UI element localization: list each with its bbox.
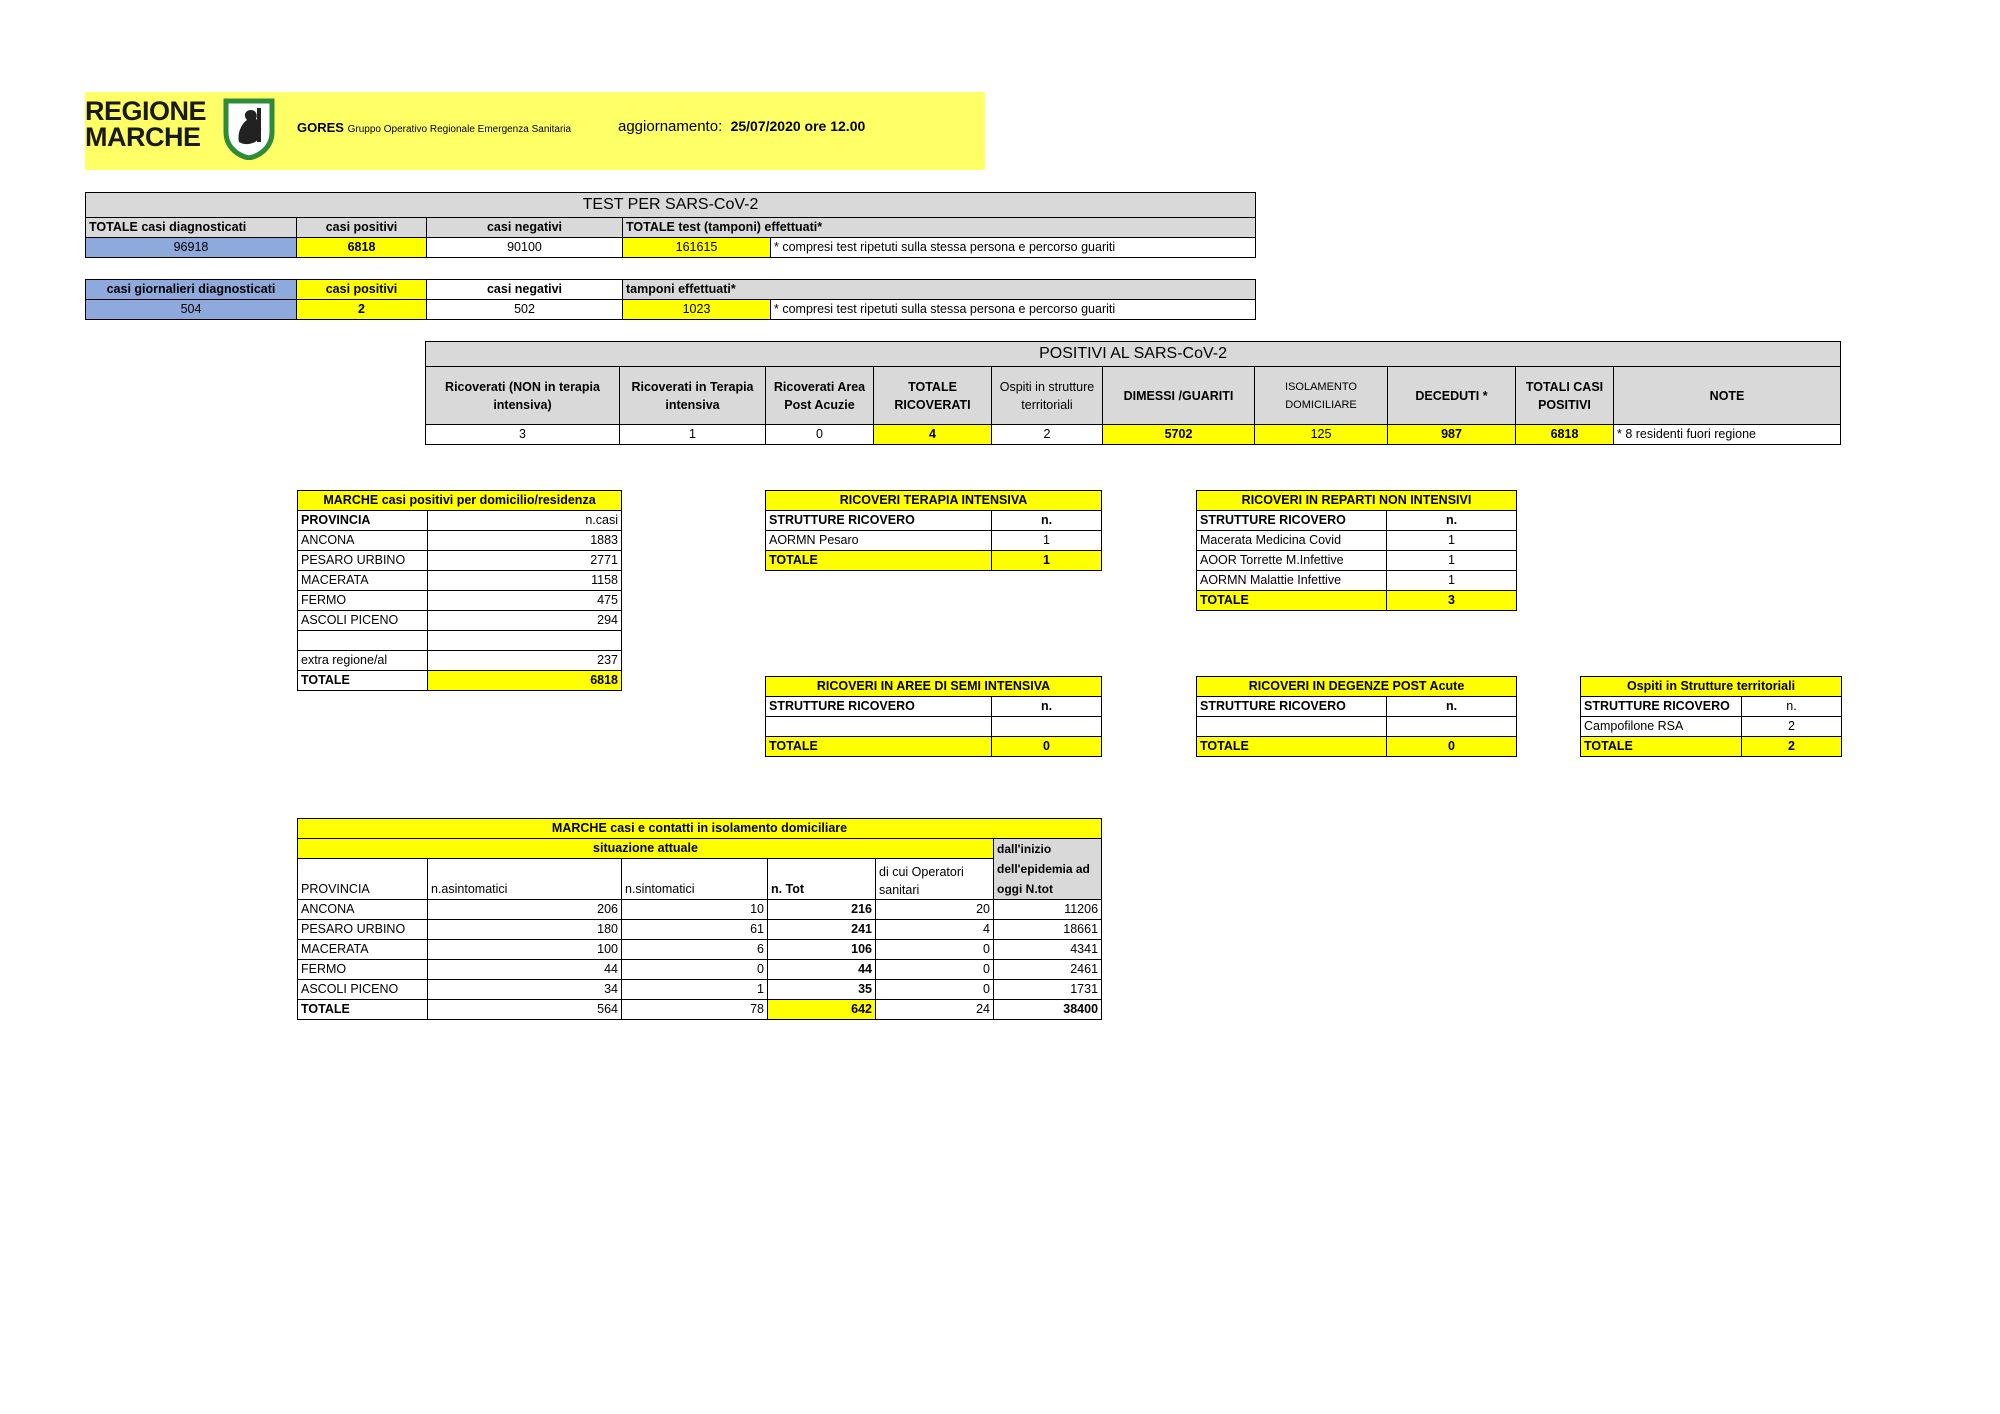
iso-total-tot: 642 <box>768 1000 876 1020</box>
terr-title: Ospiti in Strutture territoriali <box>1581 677 1842 697</box>
table-row <box>298 551 622 571</box>
province-name: extra regione/al <box>298 651 428 671</box>
province-name: MACERATA <box>298 571 428 591</box>
post-total-label: TOTALE <box>1197 737 1387 757</box>
header-banner <box>85 92 985 170</box>
iso-operatori: 20 <box>876 900 994 920</box>
iso-total-label: TOTALE <box>298 1000 428 1020</box>
positivi-col-isolamento: ISOLAMENTO DOMICILIARE <box>1255 367 1388 425</box>
province-total-label: TOTALE <box>298 671 428 691</box>
iso-col-sintomatici: n.sintomatici <box>622 859 768 900</box>
iso-total-row <box>298 1000 1102 1020</box>
iso-since-total: 1731 <box>994 980 1102 1000</box>
iso-province: ANCONA <box>298 900 428 920</box>
test-val-negativi: 90100 <box>427 238 623 258</box>
province-title: MARCHE casi positivi per domicilio/residenza <box>298 491 622 511</box>
semi-title: RICOVERI IN AREE DI SEMI INTENSIVA <box>766 677 1102 697</box>
logo-line2: MARCHE <box>85 122 201 152</box>
ni-total-label: TOTALE <box>1197 591 1387 611</box>
table-row <box>298 531 622 551</box>
daily-val-total: 504 <box>86 300 297 320</box>
iso-since-total: 4341 <box>994 940 1102 960</box>
ni-header-name: STRUTTURE RICOVERO <box>1197 511 1387 531</box>
ti-header-name: STRUTTURE RICOVERO <box>766 511 992 531</box>
daily-col-negativi: casi negativi <box>427 280 623 300</box>
logo-line1: REGIONE <box>85 96 207 126</box>
table-row <box>298 611 622 631</box>
test-val-positivi: 6818 <box>297 238 427 258</box>
semi-table <box>765 676 1102 757</box>
semi-empty-value <box>992 717 1102 737</box>
province-name: ANCONA <box>298 531 428 551</box>
test-col-total: TOTALE casi diagnosticati <box>86 218 297 238</box>
ni-value: 1 <box>1387 571 1517 591</box>
test-val-total: 96918 <box>86 238 297 258</box>
iso-tot: 106 <box>768 940 876 960</box>
iso-sintomatici: 61 <box>622 920 768 940</box>
iso-total-asintomatici: 564 <box>428 1000 622 1020</box>
positivi-val-ospiti: 2 <box>992 425 1103 445</box>
iso-tot: 216 <box>768 900 876 920</box>
isolation-table <box>297 818 1102 1020</box>
iso-province: PESARO URBINO <box>298 920 428 940</box>
terr-header-value: n. <box>1742 697 1842 717</box>
post-table <box>1196 676 1517 757</box>
positivi-col-ricoverati: Ricoverati (NON in terapia intensiva) <box>426 367 620 425</box>
positivi-col-dimessi: DIMESSI /GUARITI <box>1103 367 1255 425</box>
iso-subtitle: situazione attuale <box>298 839 994 859</box>
positivi-col-deceduti: DECEDUTI * <box>1388 367 1516 425</box>
ti-structure: AORMN Pesaro <box>766 531 992 551</box>
iso-operatori: 0 <box>876 940 994 960</box>
ni-title: RICOVERI IN REPARTI NON INTENSIVI <box>1197 491 1517 511</box>
province-header-name: PROVINCIA <box>298 511 428 531</box>
province-name: FERMO <box>298 591 428 611</box>
positivi-val-note: * 8 residenti fuori regione <box>1614 425 1841 445</box>
ni-total-value: 3 <box>1387 591 1517 611</box>
ti-total-label: TOTALE <box>766 551 992 571</box>
province-name <box>298 631 428 651</box>
iso-total-sintomatici: 78 <box>622 1000 768 1020</box>
table-row <box>298 960 1102 980</box>
iso-since-total: 18661 <box>994 920 1102 940</box>
table-row <box>766 717 1102 737</box>
terr-header-name: STRUTTURE RICOVERO <box>1581 697 1742 717</box>
iso-sintomatici: 1 <box>622 980 768 1000</box>
iso-operatori: 4 <box>876 920 994 940</box>
semi-header-value: n. <box>992 697 1102 717</box>
positivi-val-ti: 1 <box>620 425 766 445</box>
iso-col-tot: n. Tot <box>768 859 876 900</box>
ti-total-value: 1 <box>992 551 1102 571</box>
terr-total-label: TOTALE <box>1581 737 1742 757</box>
positivi-val-dimessi: 5702 <box>1103 425 1255 445</box>
daily-note: * compresi test ripetuti sulla stessa persona e percorso guariti <box>771 300 1256 320</box>
terr-total-value: 2 <box>1742 737 1842 757</box>
table-row <box>298 591 622 611</box>
daily-col-total: casi giornalieri diagnosticati <box>86 280 297 300</box>
table-row <box>298 900 1102 920</box>
daily-val-tamponi: 1023 <box>623 300 771 320</box>
province-name: PESARO URBINO <box>298 551 428 571</box>
province-table <box>297 490 622 691</box>
iso-col-operatori: di cui Operatori sanitari <box>876 859 994 900</box>
terr-value: 2 <box>1742 717 1842 737</box>
province-value <box>428 631 622 651</box>
test-val-tamponi: 161615 <box>623 238 771 258</box>
terr-structure: Campofilone RSA <box>1581 717 1742 737</box>
test-title: TEST PER SARS-CoV-2 <box>86 193 1256 218</box>
test-col-positivi: casi positivi <box>297 218 427 238</box>
update-info <box>618 118 865 135</box>
gores-acronym: GORES <box>297 120 344 135</box>
test-col-negativi: casi negativi <box>427 218 623 238</box>
positivi-table <box>425 341 1841 445</box>
post-header-value: n. <box>1387 697 1517 717</box>
province-value: 2771 <box>428 551 622 571</box>
province-value: 1158 <box>428 571 622 591</box>
iso-province: ASCOLI PICENO <box>298 980 428 1000</box>
iso-since-header: dall'inizio dell'epidemia ad oggi N.tot <box>994 839 1102 900</box>
daily-val-positivi: 2 <box>297 300 427 320</box>
table-row <box>298 571 622 591</box>
positivi-val-totali: 6818 <box>1516 425 1614 445</box>
region-logo-text <box>85 98 206 150</box>
region-shield-icon <box>223 98 275 160</box>
positivi-col-totali: TOTALI CASI POSITIVI <box>1516 367 1614 425</box>
post-title: RICOVERI IN DEGENZE POST Acute <box>1197 677 1517 697</box>
test-col-tamponi: TOTALE test (tamponi) effettuati* <box>623 218 1256 238</box>
iso-total-operatori: 24 <box>876 1000 994 1020</box>
test-table <box>85 192 1256 258</box>
iso-asintomatici: 206 <box>428 900 622 920</box>
iso-asintomatici: 180 <box>428 920 622 940</box>
province-name: ASCOLI PICENO <box>298 611 428 631</box>
province-value: 294 <box>428 611 622 631</box>
iso-col-provincia: PROVINCIA <box>298 859 428 900</box>
table-row <box>766 531 1102 551</box>
update-date: 25/07/2020 ore 12.00 <box>730 118 866 134</box>
table-row <box>298 631 622 651</box>
ni-table <box>1196 490 1517 611</box>
iso-total-since: 38400 <box>994 1000 1102 1020</box>
positivi-val-post-acuzie: 0 <box>766 425 874 445</box>
iso-sintomatici: 0 <box>622 960 768 980</box>
daily-col-positivi: casi positivi <box>297 280 427 300</box>
positivi-val-totale-ricoverati: 4 <box>874 425 992 445</box>
positivi-col-post-acuzie: Ricoverati Area Post Acuzie <box>766 367 874 425</box>
gores-label <box>297 120 571 135</box>
ti-table <box>765 490 1102 571</box>
positivi-col-ti: Ricoverati in Terapia intensiva <box>620 367 766 425</box>
table-row <box>1197 571 1517 591</box>
iso-title: MARCHE casi e contatti in isolamento domiciliare <box>298 819 1102 839</box>
iso-tot: 44 <box>768 960 876 980</box>
update-label: aggiornamento: <box>618 118 723 135</box>
ni-value: 1 <box>1387 551 1517 571</box>
table-row <box>298 940 1102 960</box>
positivi-val-isolamento: 125 <box>1255 425 1388 445</box>
ti-title: RICOVERI TERAPIA INTENSIVA <box>766 491 1102 511</box>
province-value: 475 <box>428 591 622 611</box>
post-total-value: 0 <box>1387 737 1517 757</box>
positivi-col-note: NOTE <box>1614 367 1841 425</box>
province-total-value: 6818 <box>428 671 622 691</box>
ni-structure: AORMN Malattie Infettive <box>1197 571 1387 591</box>
iso-operatori: 0 <box>876 960 994 980</box>
post-empty-name <box>1197 717 1387 737</box>
terr-table <box>1580 676 1842 757</box>
table-row <box>298 651 622 671</box>
iso-sintomatici: 10 <box>622 900 768 920</box>
province-value: 1883 <box>428 531 622 551</box>
table-row <box>1197 551 1517 571</box>
positivi-title: POSITIVI AL SARS-CoV-2 <box>426 342 1841 367</box>
gores-full-name: Gruppo Operativo Regionale Emergenza Sanitaria <box>347 124 572 135</box>
table-row <box>1197 717 1517 737</box>
iso-col-asintomatici: n.asintomatici <box>428 859 622 900</box>
post-header-name: STRUTTURE RICOVERO <box>1197 697 1387 717</box>
positivi-col-totale-ricoverati: TOTALE RICOVERATI <box>874 367 992 425</box>
test-note: * compresi test ripetuti sulla stessa persona e percorso guariti <box>771 238 1256 258</box>
daily-table <box>85 279 1256 320</box>
daily-val-negativi: 502 <box>427 300 623 320</box>
province-value: 237 <box>428 651 622 671</box>
ni-structure: AOOR Torrette M.Infettive <box>1197 551 1387 571</box>
ti-header-value: n. <box>992 511 1102 531</box>
iso-tot: 35 <box>768 980 876 1000</box>
daily-col-tamponi: tamponi effettuati* <box>623 280 1256 300</box>
iso-asintomatici: 34 <box>428 980 622 1000</box>
semi-total-label: TOTALE <box>766 737 992 757</box>
iso-since-total: 11206 <box>994 900 1102 920</box>
iso-asintomatici: 44 <box>428 960 622 980</box>
iso-sintomatici: 6 <box>622 940 768 960</box>
positivi-val-ricoverati: 3 <box>426 425 620 445</box>
iso-province: MACERATA <box>298 940 428 960</box>
table-row <box>1197 531 1517 551</box>
post-empty-value <box>1387 717 1517 737</box>
table-row <box>298 920 1102 940</box>
iso-asintomatici: 100 <box>428 940 622 960</box>
iso-province: FERMO <box>298 960 428 980</box>
positivi-col-ospiti: Ospiti in strutture territoriali <box>992 367 1103 425</box>
province-header-value: n.casi <box>428 511 622 531</box>
ni-structure: Macerata Medicina Covid <box>1197 531 1387 551</box>
table-row <box>298 980 1102 1000</box>
ti-value: 1 <box>992 531 1102 551</box>
semi-total-value: 0 <box>992 737 1102 757</box>
iso-since-total: 2461 <box>994 960 1102 980</box>
semi-empty-name <box>766 717 992 737</box>
positivi-val-deceduti: 987 <box>1388 425 1516 445</box>
ni-header-value: n. <box>1387 511 1517 531</box>
iso-operatori: 0 <box>876 980 994 1000</box>
semi-header-name: STRUTTURE RICOVERO <box>766 697 992 717</box>
iso-tot: 241 <box>768 920 876 940</box>
table-row <box>1581 717 1842 737</box>
ni-value: 1 <box>1387 531 1517 551</box>
